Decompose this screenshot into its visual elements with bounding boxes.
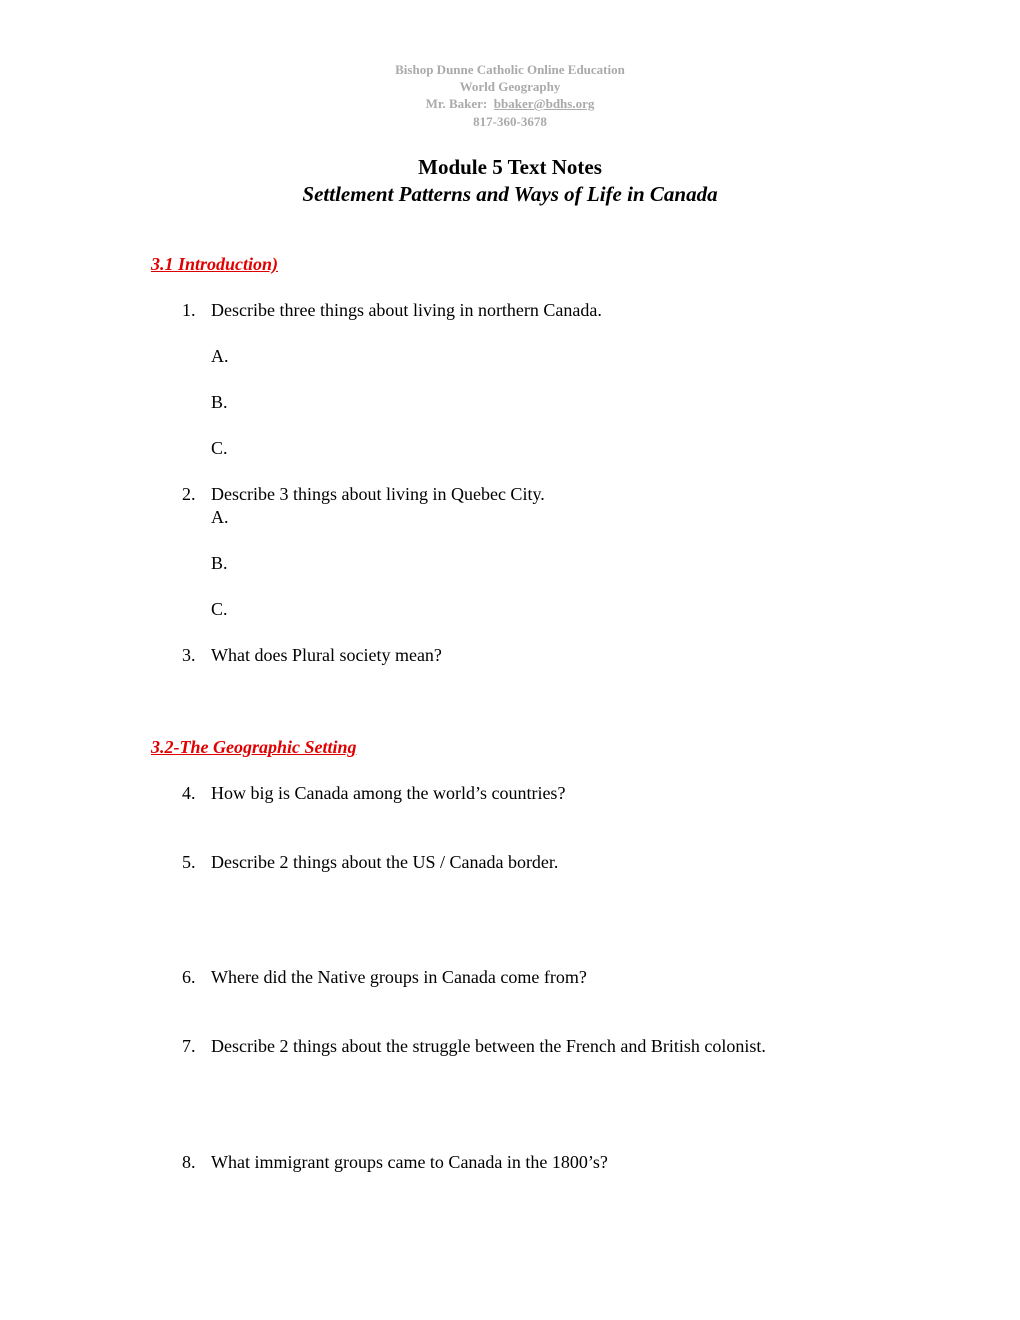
teacher-email-link[interactable]: bbaker@bdhs.org [493, 96, 595, 111]
question-text: What does Plural society mean? [211, 645, 442, 665]
question-number: 4. [182, 783, 196, 803]
page-title: Module 5 Text Notes [418, 155, 602, 179]
answer-label: A. [211, 346, 229, 366]
question-text: What immigrant groups came to Canada in the 1800’s? [211, 1152, 608, 1172]
question-5 [182, 851, 558, 873]
question-8 [182, 1151, 608, 1173]
question-3 [182, 644, 442, 666]
question-number: 7. [182, 1036, 196, 1056]
page-subtitle: Settlement Patterns and Ways of Life in Canada [302, 182, 718, 206]
question-number: 3. [182, 645, 196, 665]
question-1 [182, 299, 602, 321]
answer-label: B. [211, 553, 228, 573]
question-text: Describe 2 things about the struggle between the French and British colonist. [211, 1036, 766, 1056]
question-6 [182, 966, 587, 988]
question-number: 8. [182, 1152, 196, 1172]
answer-label: C. [211, 599, 228, 619]
question-number: 5. [182, 852, 196, 872]
question-text: Where did the Native groups in Canada come from? [211, 967, 587, 987]
school-name: Bishop Dunne Catholic Online Education [395, 62, 625, 77]
teacher-contact [0, 95, 1020, 112]
question-text: Describe three things about living in northern Canada. [211, 300, 602, 320]
teacher-label: Mr. Baker: [425, 96, 488, 111]
question-number: 1. [182, 300, 196, 320]
question-7 [182, 1035, 766, 1057]
question-text: Describe 2 things about the US / Canada border. [211, 852, 559, 872]
question-number: 2. [182, 484, 196, 504]
course-name: World Geography [459, 79, 561, 94]
phone-number: 817-360-3678 [473, 114, 547, 129]
answer-label: A. [211, 507, 229, 527]
section-heading-introduction: 3.1 Introduction) [151, 254, 279, 274]
answer-label: B. [211, 392, 228, 412]
section-heading-geographic-setting: 3.2-The Geographic Setting [151, 737, 357, 757]
question-4 [182, 782, 565, 804]
question-text: How big is Canada among the world’s countries? [211, 783, 566, 803]
question-number: 6. [182, 967, 196, 987]
answer-label: C. [211, 438, 228, 458]
question-2 [182, 483, 545, 505]
question-text: Describe 3 things about living in Quebec City. [211, 484, 545, 504]
